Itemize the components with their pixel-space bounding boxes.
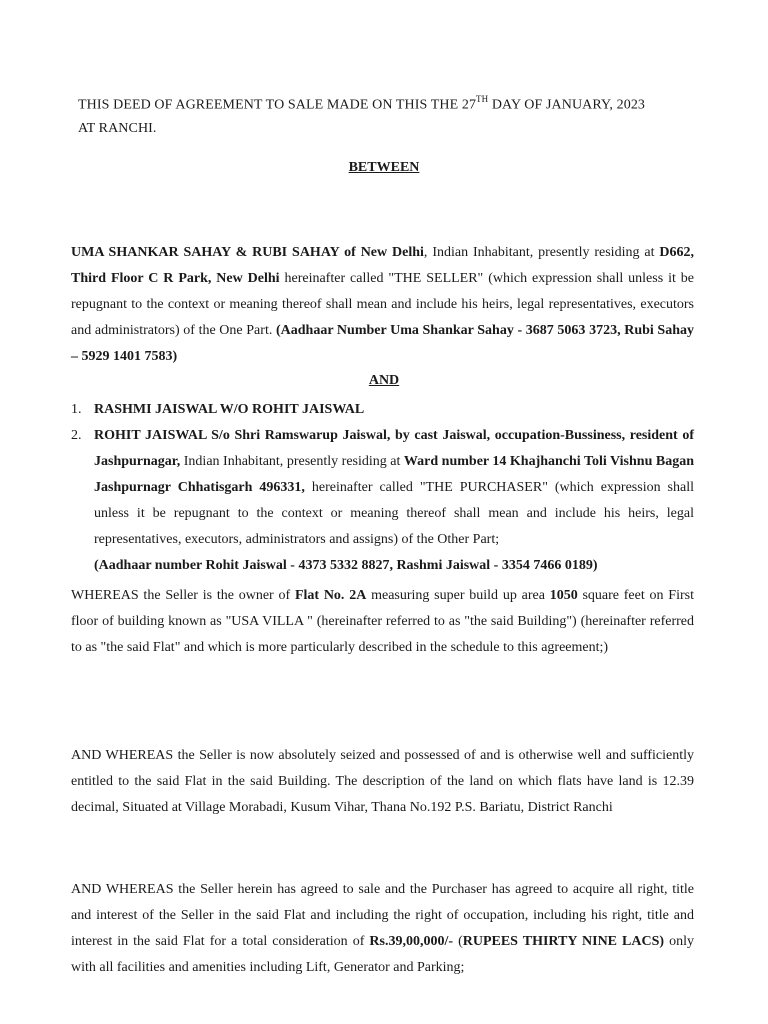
whereas3-text-2: ( bbox=[453, 934, 463, 949]
whereas1-text-3: square feet on First floor of building known as "USA VILLA " (hereinafter referred to as "the said Building") (hereinafter referred to as "the said Flat" and which is more particularly described in the schedule to this agreement;) bbox=[71, 588, 694, 655]
purchaser-1-number: 1. bbox=[71, 402, 82, 417]
consideration-amount: Rs.39,00,000/- bbox=[369, 934, 454, 949]
purchaser-2-text-2: hereinafter called "THE PURCHASER" (which expression shall unless it be repugnant to the context or meaning thereof shall mean and include his heirs, legal representatives, executors, administrators and assigns) of the Other Part; bbox=[94, 480, 694, 547]
purchaser-2-address: Ward number 14 Khajhanchi Toli Vishnu Bagan Jashpurnagr Chhatisgarh 496331, bbox=[94, 454, 694, 495]
whereas-consideration-paragraph bbox=[71, 877, 694, 981]
purchaser-1-name: RASHMI JAISWAL W/O ROHIT JAISWAL bbox=[94, 402, 365, 417]
seller-aadhaar: (Aadhaar Number Uma Shankar Sahay - 3687 5063 3723, Rubi Sahay – 5929 1401 7583) bbox=[71, 323, 694, 364]
flat-number: Flat No. 2A bbox=[294, 588, 367, 603]
purchaser-2-entry bbox=[94, 423, 694, 579]
seller-text-2: hereinafter called "THE SELLER" (which expression shall unless it be repugnant to the context or meaning thereof shall mean and include his heirs, legal representatives, executors and administrators) of the One Part. bbox=[71, 271, 695, 338]
consideration-amount-words: RUPEES THIRTY NINE LACS) bbox=[462, 934, 665, 949]
ordinal-suffix: TH bbox=[476, 94, 489, 104]
seller-paragraph bbox=[71, 240, 694, 370]
flat-area: 1050 bbox=[549, 588, 578, 603]
whereas3-text-3: only with all facilities and amenities including Lift, Generator and Parking; bbox=[71, 934, 694, 975]
whereas1-text-1: WHEREAS the Seller is the owner of bbox=[71, 588, 295, 603]
deed-title-line-1 bbox=[78, 95, 645, 114]
deed-title-date: DAY OF JANUARY, 2023 bbox=[488, 97, 646, 113]
purchaser-aadhaar: (Aadhaar number Rohit Jaiswal - 4373 5332 8827, Rashmi Jaiswal - 3354 7466 0189) bbox=[94, 558, 598, 573]
and-heading: AND bbox=[368, 373, 400, 388]
purchaser-2-text-1: Indian Inhabitant, presently residing at bbox=[180, 454, 404, 469]
whereas3-text-1: AND WHEREAS the Seller herein has agreed to sale and the Purchaser has agreed to acquire all right, title and interest of the Seller in the said Flat and including the right of occupation, including his right, title and interest in the said Flat for a total consideration of bbox=[71, 882, 694, 949]
whereas1-text-2: measuring super build up area bbox=[366, 588, 550, 603]
whereas-owner-paragraph bbox=[71, 583, 694, 661]
deed-title-line-2: AT RANCHI. bbox=[78, 121, 157, 136]
purchaser-1-entry bbox=[94, 397, 694, 423]
seller-name: UMA SHANKAR SAHAY & RUBI SAHAY of New Delhi bbox=[71, 245, 424, 260]
deed-title-text: THIS DEED OF AGREEMENT TO SALE MADE ON THIS THE 27 bbox=[78, 97, 477, 113]
purchaser-2-number: 2. bbox=[71, 428, 82, 443]
whereas-seized-paragraph: AND WHEREAS the Seller is now absolutely seized and possessed of and is otherwise well and sufficiently entitled to the said Flat in the said Building. The description of the land on which flats have land is 12.39 decimal, Situated at Village Morabadi, Kusum Vihar, Thana No.192 P.S. Bariatu, District Ranchi bbox=[71, 748, 694, 815]
seller-address: D662, Third Floor C R Park, New Delhi bbox=[71, 245, 694, 286]
between-heading: BETWEEN bbox=[348, 160, 420, 175]
seller-text-1: , Indian Inhabitant, presently residing at bbox=[423, 245, 660, 260]
purchaser-2-name: ROHIT JAISWAL S/o Shri Ramswarup Jaiswal, by cast Jaiswal, occupation-Bussiness, resident of Jashpurnagar, bbox=[94, 428, 694, 469]
